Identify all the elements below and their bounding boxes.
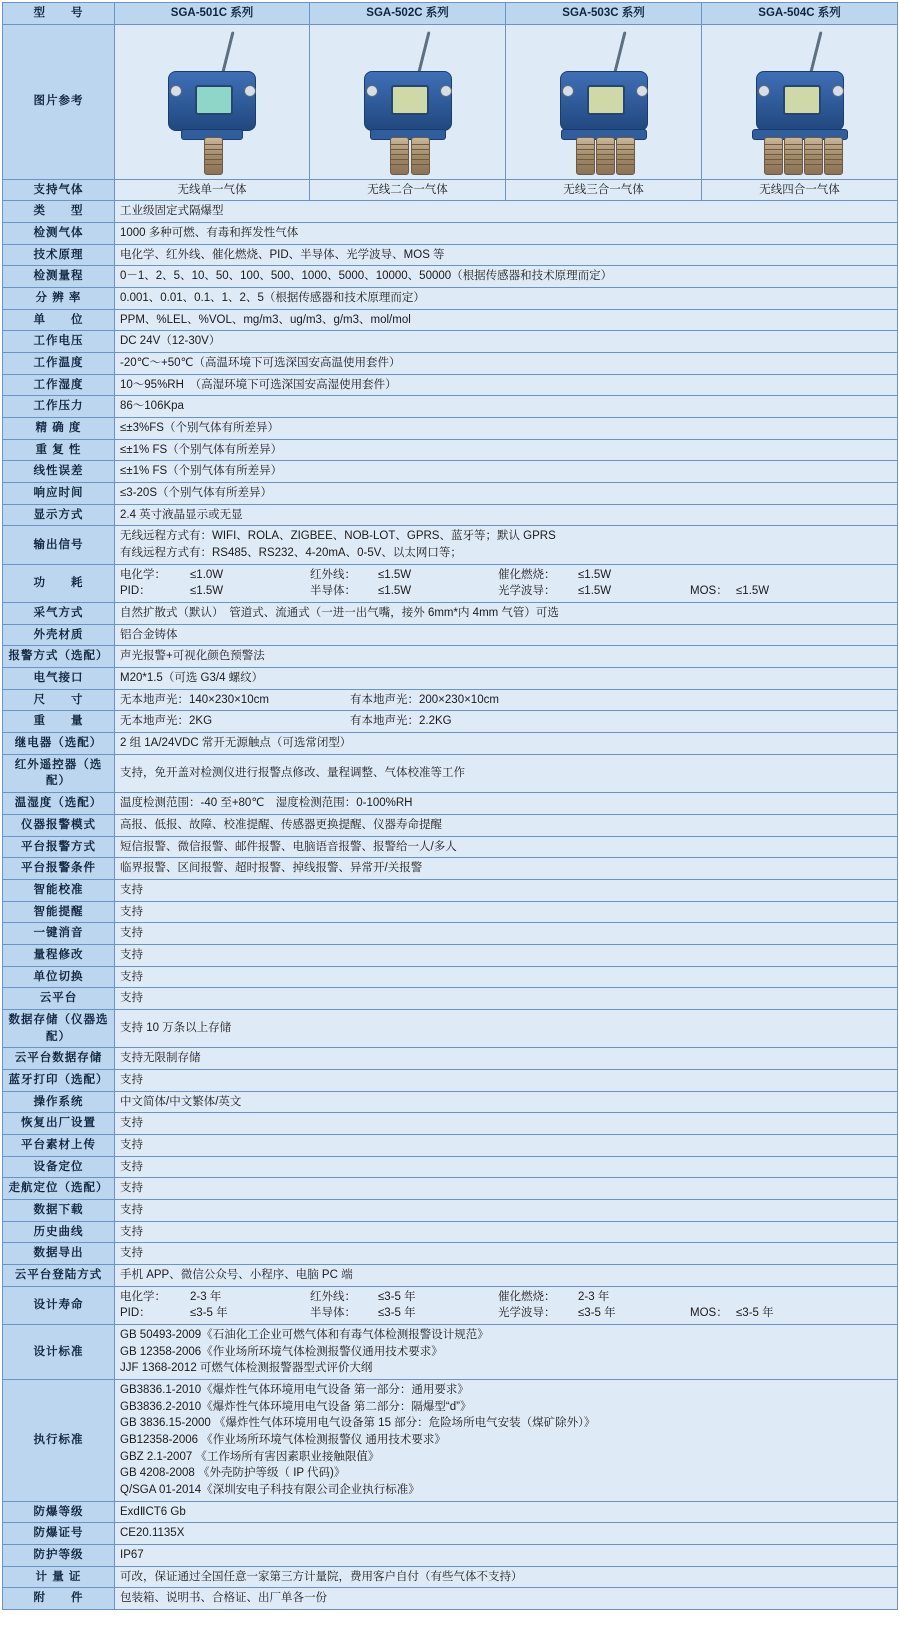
table-row xyxy=(3,1588,898,1610)
row-label: 附 件 xyxy=(3,1588,115,1610)
row-value: 高报、低报、故障、校准提醒、传感器更换提醒、仪器寿命提醒 xyxy=(115,814,898,836)
design-standard-line: JJF 1368-2012 可燃气体检测报警器型式评价大纲 xyxy=(120,1362,373,1375)
row-label-size: 尺 寸 xyxy=(3,689,115,711)
row-label: 历史曲线 xyxy=(3,1221,115,1243)
table-row-images xyxy=(3,24,898,179)
row-value: CE20.1135X xyxy=(115,1523,898,1545)
row-value: 支持无限制存储 xyxy=(115,1048,898,1070)
table-row xyxy=(3,1199,898,1221)
row-value: 可改，保证通过全国任意一家第三方计量院，费用客户自付（有些气体不支持） xyxy=(115,1566,898,1588)
size-without-alarm: 无本地声光：140×230×10cm xyxy=(120,693,269,706)
table-row xyxy=(3,1243,898,1265)
row-value: 铝合金铸体 xyxy=(115,624,898,646)
table-row xyxy=(3,944,898,966)
power-value-electrochemical: ≤1.0W xyxy=(190,568,224,581)
life-value-electrochemical: 2-3 年 xyxy=(190,1290,222,1303)
table-row xyxy=(3,1523,898,1545)
row-label: 云平台数据存储 xyxy=(3,1048,115,1070)
row-label: 智能校准 xyxy=(3,879,115,901)
row-value: 2.4 英寸液晶显示或无显 xyxy=(115,504,898,526)
life-value-catalytic: 2-3 年 xyxy=(578,1290,610,1303)
row-label: 数据下载 xyxy=(3,1199,115,1221)
table-row-design-standard xyxy=(3,1324,898,1379)
row-value: 支持 xyxy=(115,923,898,945)
row-value-design-life xyxy=(115,1286,898,1324)
row-label: 智能提醒 xyxy=(3,901,115,923)
table-row xyxy=(3,3,898,25)
row-label: 精 确 度 xyxy=(3,418,115,440)
table-row xyxy=(3,624,898,646)
power-name-semiconductor: 半导体： xyxy=(310,585,356,598)
table-row xyxy=(3,483,898,505)
weight-with-alarm: 有本地声光：2.2KG xyxy=(350,715,452,728)
product-image-502c xyxy=(310,24,506,179)
row-value: 温度检测范围：-40 至+80℃ 湿度检测范围：0-100%RH xyxy=(115,793,898,815)
table-row xyxy=(3,396,898,418)
product-image-501c xyxy=(115,24,310,179)
row-value: IP67 xyxy=(115,1545,898,1567)
row-label: 数据存储（仪器选配） xyxy=(3,1009,115,1047)
life-name-infrared: 红外线： xyxy=(310,1290,356,1303)
table-row xyxy=(3,418,898,440)
row-value-size xyxy=(115,689,898,711)
size-with-alarm: 有本地声光：200×230×10cm xyxy=(350,693,499,706)
table-row xyxy=(3,836,898,858)
row-value: 86～106Kpa xyxy=(115,396,898,418)
life-line-1 xyxy=(120,1289,892,1306)
table-row-weight xyxy=(3,711,898,733)
row-value-power xyxy=(115,564,898,602)
execution-standard-line: GB12358-2006 《作业场所环境气体检测报警仪 通用技术要求》 xyxy=(120,1433,446,1446)
power-name-electrochemical: 电化学： xyxy=(120,568,166,581)
row-value: 0.001、0.01、0.1、1、2、5（根据传感器和技术原理而定） xyxy=(115,288,898,310)
execution-standard-line: GB3836.1-2010《爆炸性气体环境用电气设备 第一部分：通用要求》 xyxy=(120,1383,469,1396)
table-row xyxy=(3,1264,898,1286)
row-label-design-life: 设计寿命 xyxy=(3,1286,115,1324)
row-value: 支持 xyxy=(115,879,898,901)
row-value: 短信报警、微信报警、邮件报警、电脑语音报警、报警给一人/多人 xyxy=(115,836,898,858)
row-value: 支持 xyxy=(115,988,898,1010)
row-label: 防护等级 xyxy=(3,1545,115,1567)
power-value-catalytic: ≤1.5W xyxy=(578,568,612,581)
row-label: 云平台登陆方式 xyxy=(3,1264,115,1286)
row-value: 支持 xyxy=(115,944,898,966)
power-value-semiconductor: ≤1.5W xyxy=(378,585,412,598)
execution-standard-line: GBZ 2.1-2007 《工作场所有害因素职业接触限值》 xyxy=(120,1450,380,1463)
output-line-wired: 有线远程方式有：RS485、RS232、4-20mA、0-5V、以太网口等； xyxy=(120,547,462,560)
row-value: 支持 xyxy=(115,1069,898,1091)
life-name-optical: 光学波导： xyxy=(498,1307,556,1320)
row-label: 操作系统 xyxy=(3,1091,115,1113)
row-label: 仪器报警模式 xyxy=(3,814,115,836)
row-value: 支持 xyxy=(115,1113,898,1135)
execution-standard-line: GB 3836.15-2000 《爆炸性气体环境用电气设备第 15 部分：危险场所电气安装（煤矿除外）》 xyxy=(120,1417,596,1430)
table-row xyxy=(3,201,898,223)
table-row xyxy=(3,266,898,288)
row-value: 工业级固定式隔爆型 xyxy=(115,201,898,223)
row-label: 蓝牙打印（选配） xyxy=(3,1069,115,1091)
row-label-execution-standard: 执行标准 xyxy=(3,1379,115,1501)
table-row xyxy=(3,603,898,625)
row-value-design-standard xyxy=(115,1324,898,1379)
model-header-1: SGA-501C 系列 xyxy=(115,3,310,25)
row-label: 一键消音 xyxy=(3,923,115,945)
table-row xyxy=(3,988,898,1010)
life-name-electrochemical: 电化学： xyxy=(120,1290,166,1303)
row-label-image-reference: 图片参考 xyxy=(3,24,115,179)
row-value: 支持 xyxy=(115,966,898,988)
row-value: 支持 xyxy=(115,1221,898,1243)
power-value-optical: ≤1.5W xyxy=(578,585,612,598)
row-label: 类 型 xyxy=(3,201,115,223)
row-value: 1000 多种可燃、有毒和挥发性气体 xyxy=(115,223,898,245)
table-row xyxy=(3,1134,898,1156)
row-value-weight xyxy=(115,711,898,733)
model-header-4: SGA-504C 系列 xyxy=(702,3,898,25)
table-row xyxy=(3,754,898,792)
table-row xyxy=(3,1009,898,1047)
row-label: 防爆证号 xyxy=(3,1523,115,1545)
product-image-504c xyxy=(702,24,898,179)
row-label: 外壳材质 xyxy=(3,624,115,646)
life-name-catalytic: 催化燃烧： xyxy=(498,1290,556,1303)
row-value-output-signal xyxy=(115,526,898,564)
table-row xyxy=(3,244,898,266)
life-name-pid: PID： xyxy=(120,1307,151,1320)
life-line-2 xyxy=(120,1305,892,1322)
row-label: 继电器（选配） xyxy=(3,733,115,755)
row-value: ≤3-20S（个别气体有所差异） xyxy=(115,483,898,505)
row-label: 检测量程 xyxy=(3,266,115,288)
power-name-pid: PID： xyxy=(120,585,151,598)
power-name-optical: 光学波导： xyxy=(498,585,556,598)
row-label: 平台素材上传 xyxy=(3,1134,115,1156)
supported-gas-503c: 无线三合一气体 xyxy=(506,179,702,201)
row-value-execution-standard xyxy=(115,1379,898,1501)
table-row xyxy=(3,879,898,901)
row-label: 采气方式 xyxy=(3,603,115,625)
supported-gas-502c: 无线二合一气体 xyxy=(310,179,506,201)
life-value-pid: ≤3-5 年 xyxy=(190,1307,228,1320)
table-row xyxy=(3,1566,898,1588)
table-row xyxy=(3,923,898,945)
table-row-output-signal xyxy=(3,526,898,564)
row-value: 支持 xyxy=(115,1178,898,1200)
table-row xyxy=(3,668,898,690)
table-row xyxy=(3,223,898,245)
life-name-semiconductor: 半导体： xyxy=(310,1307,356,1320)
row-label: 红外遥控器（选配） xyxy=(3,754,115,792)
row-label: 响应时间 xyxy=(3,483,115,505)
life-value-mos: ≤3-5 年 xyxy=(736,1307,774,1320)
row-value: 自然扩散式（默认） 管道式、流通式（一进一出气嘴，接外 6mm*内 4mm 气管）可选 xyxy=(115,603,898,625)
row-value: 10～95%RH （高湿环境下可选深国安高湿使用套件） xyxy=(115,374,898,396)
row-label: 防爆等级 xyxy=(3,1501,115,1523)
table-row-size xyxy=(3,689,898,711)
table-row-execution-standard xyxy=(3,1379,898,1501)
supported-gas-504c: 无线四合一气体 xyxy=(702,179,898,201)
execution-standard-line: GB 4208-2008 《外壳防护等级（ IP 代码)》 xyxy=(120,1467,346,1480)
execution-standard-line: Q/SGA 01-2014《深圳安电子科技有限公司企业执行标准》 xyxy=(120,1484,420,1496)
row-label: 平台报警方式 xyxy=(3,836,115,858)
row-value: PPM、%LEL、%VOL、mg/m3、ug/m3、g/m3、mol/mol xyxy=(115,309,898,331)
power-line-2 xyxy=(120,583,892,600)
row-label: 云平台 xyxy=(3,988,115,1010)
row-value: 支持，免开盖对检测仪进行报警点修改、量程调整、气体校准等工作 xyxy=(115,754,898,792)
power-value-mos: ≤1.5W xyxy=(736,585,770,598)
power-name-mos: MOS： xyxy=(690,585,728,598)
table-row xyxy=(3,814,898,836)
table-row xyxy=(3,1221,898,1243)
model-header-2: SGA-502C 系列 xyxy=(310,3,506,25)
table-row xyxy=(3,1069,898,1091)
row-label: 工作电压 xyxy=(3,331,115,353)
row-value: 电化学、红外线、催化燃烧、PID、半导体、光学波导、MOS 等 xyxy=(115,244,898,266)
row-label: 平台报警条件 xyxy=(3,858,115,880)
row-value: 支持 xyxy=(115,1156,898,1178)
row-value: M20*1.5（可选 G3/4 螺纹） xyxy=(115,668,898,690)
table-row xyxy=(3,1091,898,1113)
row-label: 数据导出 xyxy=(3,1243,115,1265)
table-row xyxy=(3,1501,898,1523)
table-row xyxy=(3,646,898,668)
weight-without-alarm: 无本地声光：2KG xyxy=(120,715,213,728)
life-value-infrared: ≤3-5 年 xyxy=(378,1290,416,1303)
row-value: 0－1、2、5、10、50、100、500、1000、5000、10000、50000（根据传感器和技术原理而定） xyxy=(115,266,898,288)
row-label: 温湿度（选配） xyxy=(3,793,115,815)
row-label: 工作压力 xyxy=(3,396,115,418)
row-label: 恢复出厂设置 xyxy=(3,1113,115,1135)
design-standard-line: GB 50493-2009《石油化工企业可燃气体和有毒气体检测报警设计规范》 xyxy=(120,1328,489,1341)
table-row xyxy=(3,901,898,923)
row-label: 电气接口 xyxy=(3,668,115,690)
design-standard-line: GB 12358-2006《作业场所环境气体检测报警仪通用技术要求》 xyxy=(120,1345,443,1358)
power-name-catalytic: 催化燃烧： xyxy=(498,568,556,581)
row-label-weight: 重 量 xyxy=(3,711,115,733)
row-label: 工作温度 xyxy=(3,353,115,375)
row-label: 设备定位 xyxy=(3,1156,115,1178)
row-label: 计 量 证 xyxy=(3,1566,115,1588)
row-value: 支持 xyxy=(115,1243,898,1265)
row-label: 检测气体 xyxy=(3,223,115,245)
table-row xyxy=(3,1156,898,1178)
row-value: 中文简体/中文繁体/英文 xyxy=(115,1091,898,1113)
row-label: 报警方式（选配） xyxy=(3,646,115,668)
row-label: 走航定位（选配） xyxy=(3,1178,115,1200)
table-row xyxy=(3,1048,898,1070)
row-label: 单 位 xyxy=(3,309,115,331)
row-label: 分 辨 率 xyxy=(3,288,115,310)
table-row-design-life xyxy=(3,1286,898,1324)
row-value: 支持 xyxy=(115,1134,898,1156)
row-value: 包装箱、说明书、合格证、出厂单各一份 xyxy=(115,1588,898,1610)
power-name-infrared: 红外线： xyxy=(310,568,356,581)
table-row xyxy=(3,858,898,880)
row-label: 重 复 性 xyxy=(3,439,115,461)
row-value: 手机 APP、微信公众号、小程序、电脑 PC 端 xyxy=(115,1264,898,1286)
table-row xyxy=(3,461,898,483)
life-name-mos: MOS： xyxy=(690,1307,728,1320)
power-line-1 xyxy=(120,567,892,584)
table-row xyxy=(3,793,898,815)
row-label-supported-gas: 支持气体 xyxy=(3,179,115,201)
row-label-power: 功 耗 xyxy=(3,564,115,602)
product-image-503c xyxy=(506,24,702,179)
table-row xyxy=(3,374,898,396)
table-row xyxy=(3,1178,898,1200)
row-value: ≤±3%FS（个别气体有所差异） xyxy=(115,418,898,440)
row-value: ≤±1% FS（个别气体有所差异） xyxy=(115,461,898,483)
row-value: -20℃～+50℃（高温环境下可选深国安高温使用套件） xyxy=(115,353,898,375)
model-header-3: SGA-503C 系列 xyxy=(506,3,702,25)
specification-table xyxy=(2,2,898,1610)
row-value: DC 24V（12-30V） xyxy=(115,331,898,353)
row-label: 技术原理 xyxy=(3,244,115,266)
row-label-model: 型 号 xyxy=(3,3,115,25)
table-row-power xyxy=(3,564,898,602)
row-label-output-signal: 输出信号 xyxy=(3,526,115,564)
table-row xyxy=(3,439,898,461)
row-value: ≤±1% FS（个别气体有所差异） xyxy=(115,439,898,461)
table-row xyxy=(3,733,898,755)
table-row xyxy=(3,288,898,310)
life-value-optical: ≤3-5 年 xyxy=(578,1307,616,1320)
table-row xyxy=(3,331,898,353)
row-value: 支持 10 万条以上存储 xyxy=(115,1009,898,1047)
row-label: 线性误差 xyxy=(3,461,115,483)
life-value-semiconductor: ≤3-5 年 xyxy=(378,1307,416,1320)
power-value-infrared: ≤1.5W xyxy=(378,568,412,581)
table-row-supported-gas xyxy=(3,179,898,201)
row-label: 显示方式 xyxy=(3,504,115,526)
row-value: 支持 xyxy=(115,1199,898,1221)
row-value: ExdⅡCT6 Gb xyxy=(115,1501,898,1523)
table-row xyxy=(3,1545,898,1567)
table-row xyxy=(3,353,898,375)
row-label-design-standard: 设计标准 xyxy=(3,1324,115,1379)
table-row xyxy=(3,966,898,988)
table-row xyxy=(3,1113,898,1135)
row-value: 2 组 1A/24VDC 常开无源触点（可选常闭型） xyxy=(115,733,898,755)
supported-gas-501c: 无线单一气体 xyxy=(115,179,310,201)
row-label: 单位切换 xyxy=(3,966,115,988)
row-label: 工作湿度 xyxy=(3,374,115,396)
row-label: 量程修改 xyxy=(3,944,115,966)
execution-standard-line: GB3836.2-2010《爆炸性气体环境用电气设备 第二部分：隔爆型“d”》 xyxy=(120,1400,472,1413)
output-line-wireless: 无线远程方式有：WIFI、ROLA、ZIGBEE、NOB-LOT、GPRS、蓝牙等；默认 GPRS xyxy=(120,530,556,543)
row-value: 临界报警、区间报警、超时报警、掉线报警、异常开/关报警 xyxy=(115,858,898,880)
row-value: 支持 xyxy=(115,901,898,923)
table-row xyxy=(3,504,898,526)
table-row xyxy=(3,309,898,331)
row-value: 声光报警+可视化颜色预警法 xyxy=(115,646,898,668)
power-value-pid: ≤1.5W xyxy=(190,585,224,598)
